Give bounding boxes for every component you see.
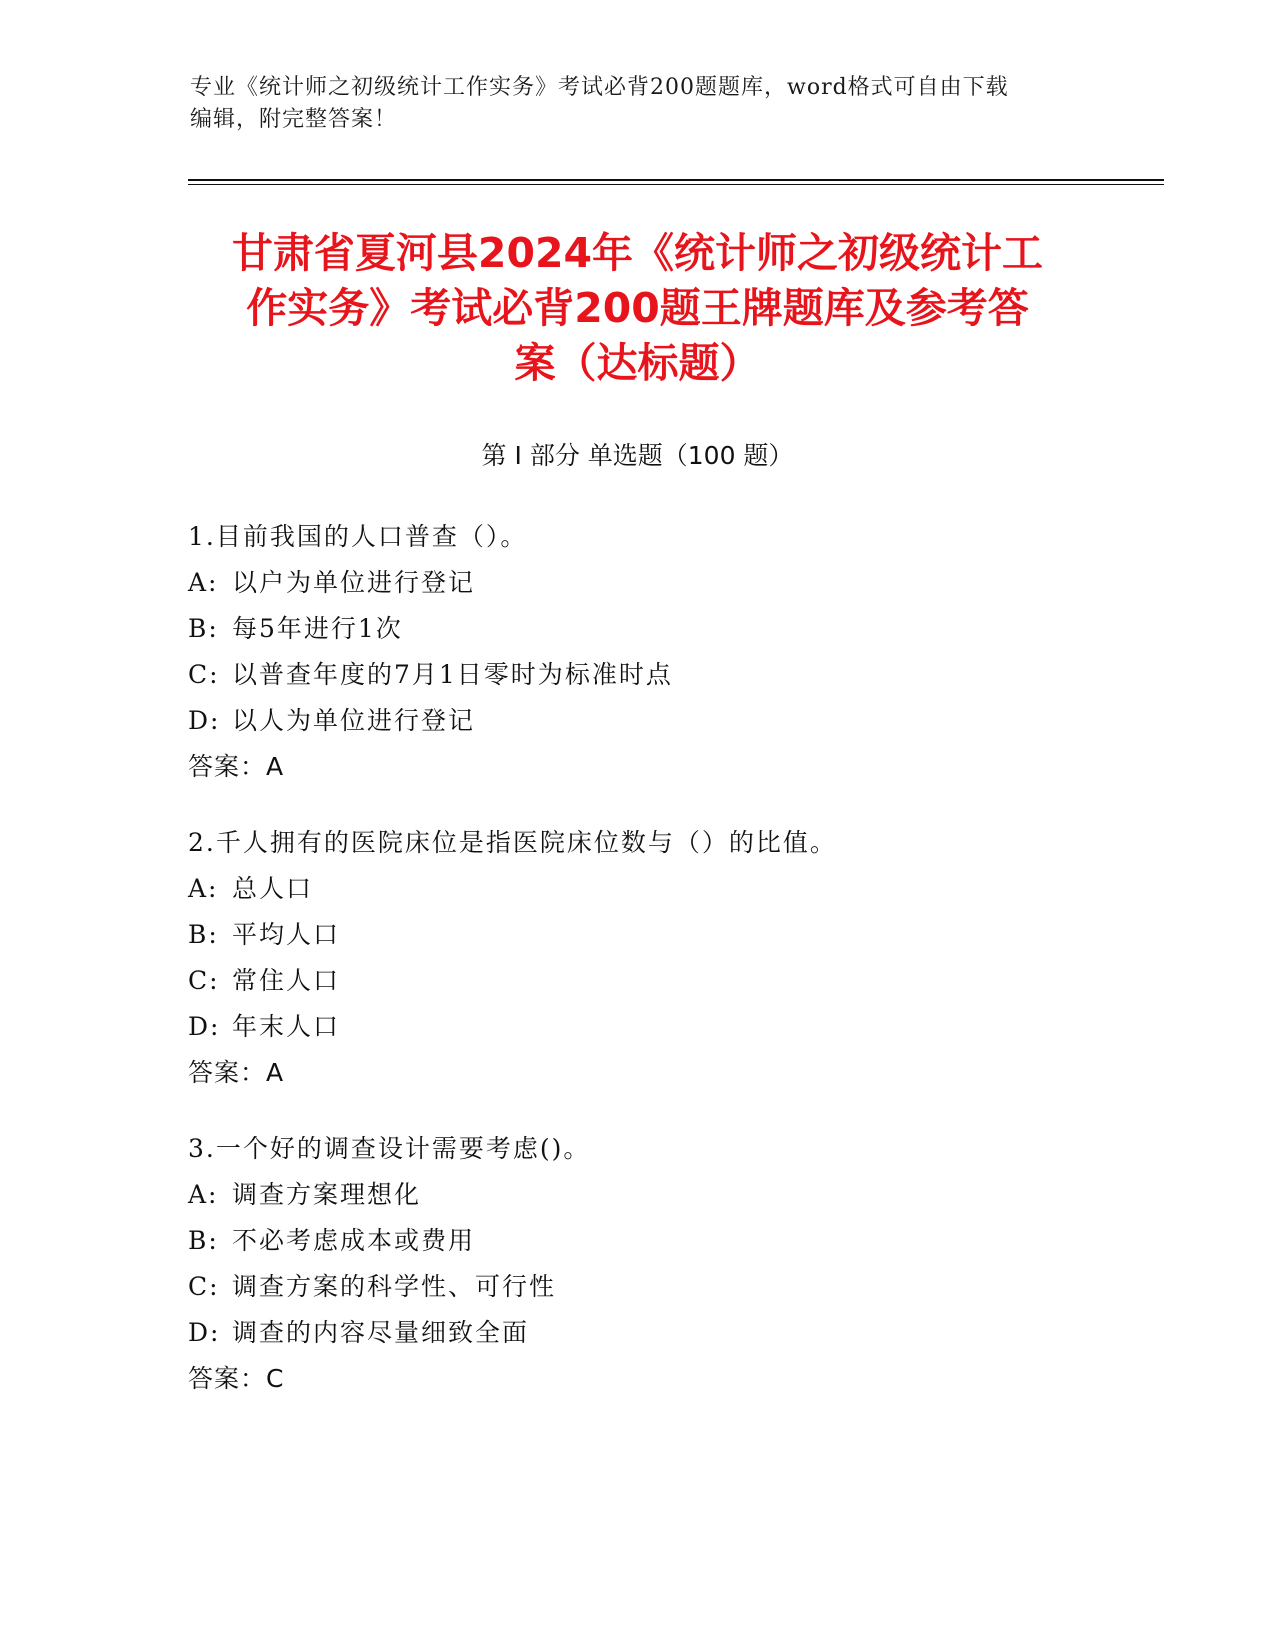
option-a (188, 1172, 1188, 1218)
option-d (188, 698, 1188, 744)
option-text: 年末人口 (232, 1012, 341, 1041)
option-label: A: (188, 568, 219, 597)
option-d (188, 1310, 1188, 1356)
document-title (180, 226, 1095, 391)
option-a (188, 866, 1188, 912)
title-line-2: 作实务》考试必背200题王牌题库及参考答 (246, 284, 1029, 332)
question-stem: 1.目前我国的人口普查（）。 (188, 522, 528, 551)
question-3 (188, 1126, 1188, 1402)
question-stem: 2.千人拥有的医院床位是指医院床位数与（）的比值。 (188, 828, 837, 857)
header-divider-thick (188, 179, 1164, 181)
option-c (188, 652, 1188, 698)
answer: 答案：A (188, 752, 285, 781)
answer: 答案：C (188, 1364, 285, 1393)
option-label: C: (188, 966, 220, 995)
header-note-line-2: 编辑，附完整答案！ (190, 107, 398, 132)
option-text: 常住人口 (232, 966, 341, 995)
title-line-1: 甘肃省夏河县2024年《统计师之初级统计工 (231, 229, 1044, 277)
option-label: D: (188, 1012, 221, 1041)
option-text: 调查的内容尽量细致全面 (232, 1318, 530, 1347)
option-label: A: (188, 874, 219, 903)
option-b (188, 606, 1188, 652)
option-b (188, 1218, 1188, 1264)
question-stem: 3.一个好的调查设计需要考虑()。 (188, 1134, 591, 1163)
option-text: 不必考虑成本或费用 (232, 1226, 476, 1255)
option-text: 调查方案理想化 (232, 1180, 422, 1209)
option-text: 以户为单位进行登记 (232, 568, 476, 597)
option-label: B: (188, 920, 219, 949)
option-a (188, 560, 1188, 606)
section-heading: 第 I 部分 单选题（100 题） (481, 441, 794, 470)
option-text: 以普查年度的7月1日零时为标准时点 (232, 660, 673, 689)
answer: 答案：A (188, 1058, 285, 1087)
option-label: B: (188, 614, 219, 643)
option-label: D: (188, 706, 221, 735)
option-label: D: (188, 1318, 221, 1347)
option-b (188, 912, 1188, 958)
option-label: B: (188, 1226, 219, 1255)
option-text: 总人口 (232, 874, 314, 903)
header-divider-thin (188, 184, 1164, 185)
option-text: 调查方案的科学性、可行性 (232, 1272, 557, 1301)
option-label: C: (188, 660, 220, 689)
option-c (188, 1264, 1188, 1310)
option-text: 每5年进行1次 (232, 614, 403, 643)
question-1 (188, 514, 1188, 790)
option-text: 以人为单位进行登记 (232, 706, 476, 735)
option-label: A: (188, 1180, 219, 1209)
option-text: 平均人口 (232, 920, 341, 949)
question-2 (188, 820, 1188, 1096)
option-d (188, 1004, 1188, 1050)
header-note (190, 72, 1090, 136)
title-line-3: 案（达标题） (514, 339, 761, 387)
option-c (188, 958, 1188, 1004)
option-label: C: (188, 1272, 220, 1301)
header-note-line-1: 专业《统计师之初级统计工作实务》考试必背200题题库，word格式可自由下载 (190, 75, 1009, 100)
